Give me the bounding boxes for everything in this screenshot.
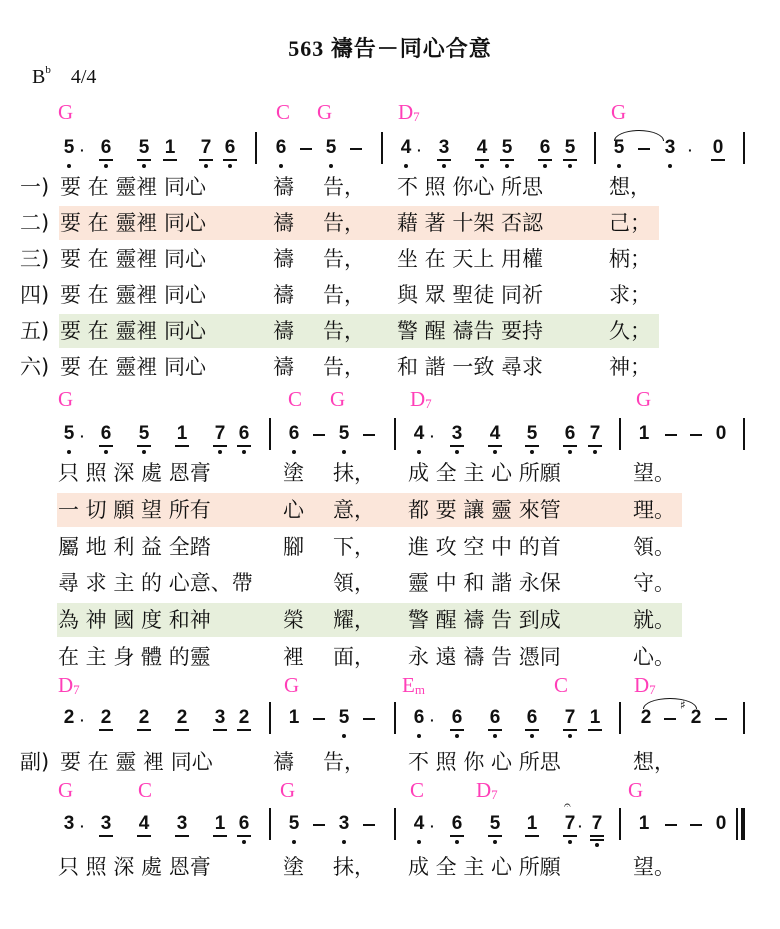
notation-line-3: 2 · 2 2 2 3 2 1 5 6 · 6 6 6 7 1 2 ♯ 2	[0, 700, 780, 740]
chord-d7: $D_7$	[410, 387, 432, 411]
chord-d7: $D_7$	[398, 100, 420, 124]
chord-g: G	[636, 387, 652, 411]
chord-d7: $D_7$	[58, 673, 80, 697]
lyric-verse-4-line-2: 尋 求 主 的 心意、帶 領， 靈 中 和 諧 永保 守。	[58, 571, 675, 595]
chord-c: C	[554, 673, 569, 697]
lyric-chorus-line-1: 副) 要 在 靈 裡 同心 禱 告， 不 照 你 心 所思 想，	[20, 750, 675, 774]
chord-g: G	[58, 387, 74, 411]
chord-g: G	[284, 673, 300, 697]
lyric-verse-1-line-2: 只 照 深 處 恩膏 塗 抹， 成 全 主 心 所願 望。	[58, 461, 675, 485]
sharp-sign: ♯	[680, 698, 686, 712]
notation-line-4: 3 · 3 4 3 1 6 5 3 4 · 6 5 1 𝄐 7 · 7 1 0	[0, 806, 780, 846]
chord-em: $E_m$	[402, 673, 425, 697]
lyric-verse-1: 一) 要 在 靈裡 同心 禱 告， 不 照 你心 所思 想，	[20, 175, 651, 199]
lyric-verse-2-line-2: 一 切 願 望 所有 心 意， 都 要 讓 靈 來管 理。	[0, 493, 780, 527]
lyric-chorus-line-2: 只 照 深 處 恩膏 塗 抹， 成 全 主 心 所願 望。	[58, 855, 675, 879]
chord-g: G	[628, 778, 644, 802]
chord-g: G	[317, 100, 333, 124]
lyric-verse-6-line-2: 在 主 身 體 的靈 裡 面， 永 遠 禱 告 憑同 心。	[58, 645, 675, 669]
chord-g: G	[280, 778, 296, 802]
chord-c: C	[288, 387, 303, 411]
flat-sign: b	[45, 64, 51, 77]
lyric-verse-3-line-2: 屬 地 利 益 全踏 腳 下， 進 攻 空 中 的首 領。	[58, 535, 675, 559]
lyric-verse-5-line-2: 為 神 國 度 和神 榮 耀， 警 醒 禱 告 到成 就。	[0, 603, 780, 637]
chord-d7: $D_7$	[634, 673, 656, 697]
chord-c: C	[138, 778, 153, 802]
chord-g: G	[330, 387, 346, 411]
hymn-title: 563 禱告－同心合意	[288, 36, 492, 61]
chord-c: C	[410, 778, 425, 802]
chord-g: G	[611, 100, 627, 124]
fermata-icon: 𝄐	[564, 798, 571, 812]
lyric-verse-3: 三) 要 在 靈裡 同心 禱 告， 坐 在 天上 用權 柄；	[20, 247, 651, 271]
lyric-verse-2: 二) 要 在 靈裡 同心 禱 告， 藉 著 十架 否認 己；	[0, 206, 780, 240]
lyric-verse-5: 五) 要 在 靈裡 同心 禱 告， 警 醒 禱告 要持 久；	[0, 314, 780, 348]
key-signature	[32, 66, 96, 89]
key-letter: B	[32, 66, 46, 88]
time-signature: 4/4	[70, 66, 97, 88]
chord-g: G	[58, 778, 74, 802]
chord-g: G	[58, 100, 74, 124]
lyric-verse-6: 六) 要 在 靈裡 同心 禱 告， 和 諧 一致 尋求 神；	[20, 355, 651, 379]
chord-c: C	[276, 100, 291, 124]
notation-line-1: 5 · 6 5 1 7 6 6 5 4 · 3 4 5 6 5 5 3 · 0	[0, 130, 780, 170]
lyric-verse-4: 四) 要 在 靈裡 同心 禱 告， 與 眾 聖徒 同祈 求；	[20, 283, 651, 307]
chord-d7: $D_7$	[476, 778, 498, 802]
notation-line-2: 5 · 6 5 1 7 6 6 5 4 · 3 4 5 6 7 1 0	[0, 416, 780, 456]
